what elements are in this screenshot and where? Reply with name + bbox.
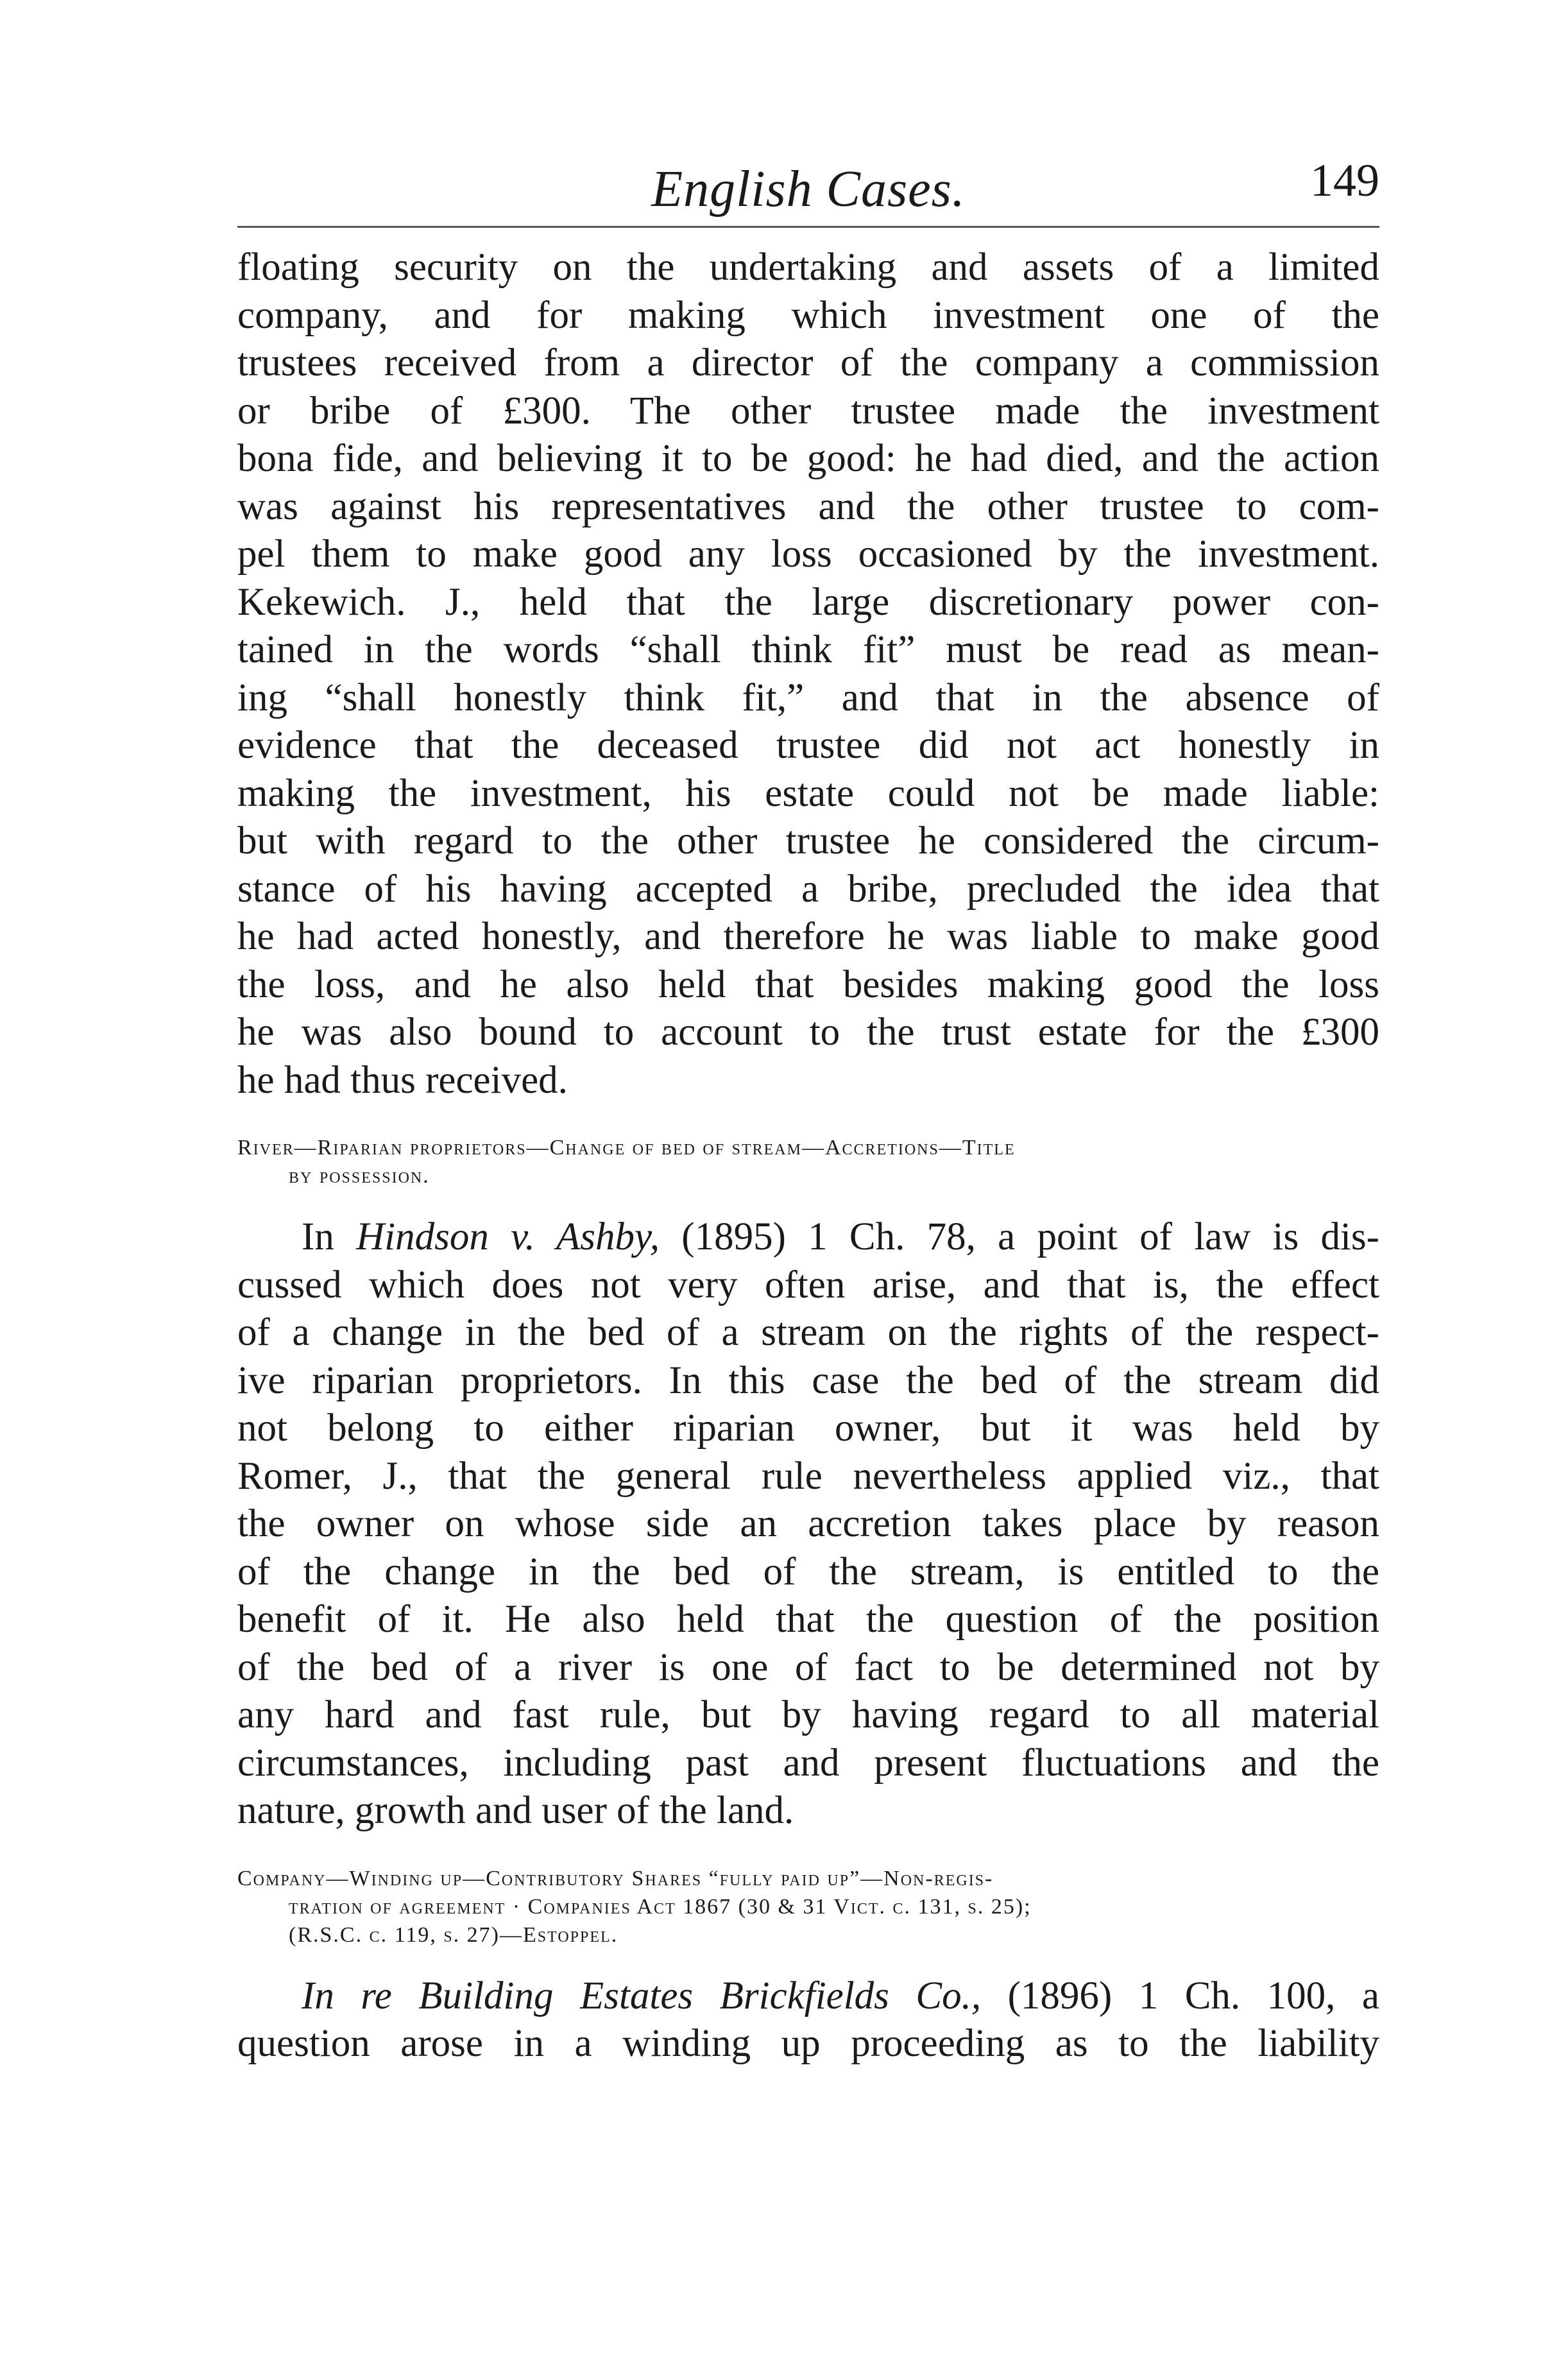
text-line: Kekewich. J., held that the large discretionary power con- [237,580,1379,624]
text-line: question arose in a winding up proceeding as to the liability [237,2022,1379,2065]
text-fragment: (1895) 1 Ch. 78, a point of law is dis- [660,1215,1379,1258]
text-line: stance of his having accepted a bribe, precluded the idea that [237,867,1379,911]
text-line: or bribe of £300. The other trustee made the investment [237,389,1379,432]
text-line: making the investment, his estate could not be made liable: [237,771,1379,815]
text-line: nature, growth and user of the land. [237,1789,794,1832]
text-line: ive riparian proprietors. In this case the bed of the stream did [237,1358,1379,1402]
text-line: of the change in the bed of the stream, is entitled to the [237,1550,1379,1593]
text-line: tained in the words “shall think fit” must be read as mean- [237,628,1379,671]
paragraph-hindson-v-ashby [237,1213,1379,1835]
text-line: trustees received from a director of the company a commission [237,341,1379,384]
section-heading-river [237,1134,1379,1190]
text-line: floating security on the undertaking and assets of a limited [237,246,1379,289]
text-line: but with regard to the other trustee he considered the circum- [237,819,1379,862]
heading-line: Company—Winding up—Contributory Shares “fully paid up”—Non-regis- [237,1866,994,1890]
text-line: he had thus received. [237,1058,568,1102]
text-line: the owner on whose side an accretion takes place by reason [237,1502,1379,1545]
text-line: Romer, J., that the general rule nevertheless applied viz., that [237,1454,1379,1498]
text-line: company, and for making which investment one of the [237,293,1379,337]
text-line: cussed which does not very often arise, and that is, the effect [237,1263,1379,1306]
text-line: of the bed of a river is one of fact to be determined not by [237,1645,1379,1689]
heading-line: (R.S.C. c. 119, s. 27)—Estoppel. [289,1922,618,1947]
text-line: of a change in the bed of a stream on the rights of the respect- [237,1311,1379,1354]
text-line: he had acted honestly, and therefore he was liable to make good [237,915,1379,958]
paragraph-building-estates [237,1973,1379,2068]
heading-line: by possession. [289,1164,430,1188]
heading-line: River—Riparian proprietors—Change of bed of stream—Accretions—Title [237,1136,1016,1160]
text-line: circumstances, including past and present fluctuations and the [237,1741,1379,1785]
text-fragment: In [302,1215,357,1258]
text-line: was against his representatives and the other trustee to com- [237,484,1379,528]
text-line: any hard and fast rule, but by having regard to all material [237,1693,1379,1736]
paragraph-trustee-bribe [237,244,1379,1104]
section-heading-company [237,1865,1379,1949]
text-line [237,1973,1379,2021]
case-name: In re Building Estates Brickfields Co., [302,1974,982,2017]
text-line: not belong to either riparian owner, but it was held by [237,1407,1379,1450]
case-name: Hindson v. Ashby, [356,1215,660,1258]
text-line: ing “shall honestly think fit,” and that in the absence of [237,676,1379,719]
text-line: he was also bound to account to the trust estate for the £300 [237,1011,1379,1054]
heading-line: tration of agreement · Companies Act 1867 (30 & 31 Vict. c. 131, s. 25); [289,1894,1032,1919]
body-text [237,244,1379,2068]
page-number: 149 [1310,155,1379,206]
running-head [237,154,1379,225]
text-line: evidence that the deceased trustee did not act honestly in [237,724,1379,767]
running-title: English Cases. [651,161,966,218]
text-line: bona fide, and believing it to be good: he had died, and the action [237,437,1379,480]
text-line: pel them to make good any loss occasioned by the investment. [237,533,1379,576]
text-fragment: (1896) 1 Ch. 100, a [981,1974,1379,2017]
text-line [237,1213,1379,1262]
header-rule [237,226,1379,228]
text-line: the loss, and he also held that besides making good the loss [237,963,1379,1006]
text-line: benefit of it. He also held that the question of the position [237,1598,1379,1641]
